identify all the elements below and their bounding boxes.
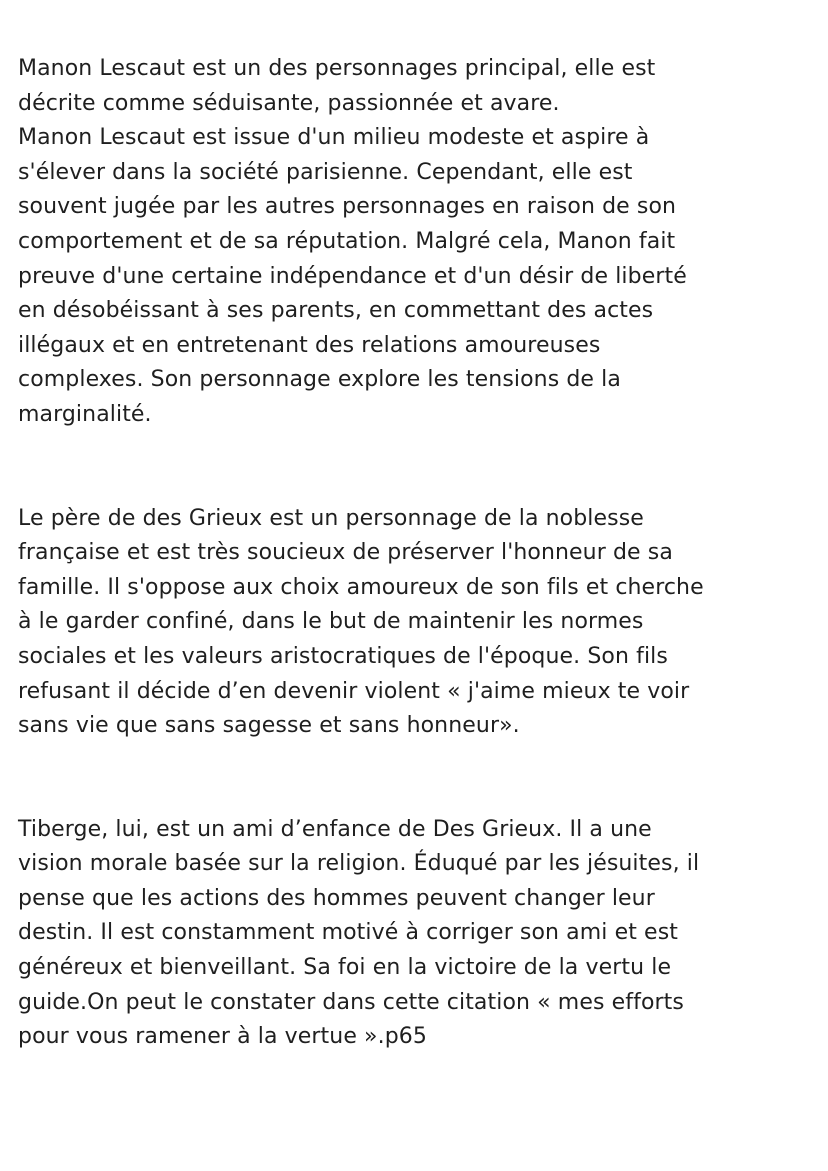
text-line: française et est très soucieux de préserver l'honneur de sa xyxy=(18,540,673,566)
text-line: Manon Lescaut est issue d'un milieu modeste et aspire à xyxy=(18,125,650,151)
paragraph-pere-des-grieux xyxy=(18,502,823,744)
paragraph-spacer xyxy=(18,744,823,813)
text-line: vision morale basée sur la religion. Éduqué par les jésuites, il xyxy=(18,851,700,877)
text-line: en désobéissant à ses parents, en commettant des actes xyxy=(18,298,654,324)
text-line: marginalité. xyxy=(18,401,152,427)
text-line: s'élever dans la société parisienne. Cependant, elle est xyxy=(18,159,633,185)
text-line: Le père de des Grieux est un personnage de la noblesse xyxy=(18,505,644,531)
text-line: à le garder confiné, dans le but de maintenir les normes xyxy=(18,609,644,635)
text-line: sans vie que sans sagesse et sans honneur». xyxy=(18,713,520,739)
paragraph-manon-lescaut xyxy=(18,52,823,433)
text-line: refusant il décide d’en devenir violent « j'aime mieux te voir xyxy=(18,678,690,704)
text-line: Manon Lescaut est un des personnages principal, elle est xyxy=(18,56,656,81)
paragraph-spacer xyxy=(18,433,823,502)
text-line: pour vous ramener à la vertue ».p65 xyxy=(18,1024,427,1050)
text-line: illégaux et en entretenant des relations amoureuses xyxy=(18,332,601,358)
text-line: décrite comme séduisante, passionnée et avare. xyxy=(18,90,560,116)
text-line: famille. Il s'oppose aux choix amoureux de son fils et cherche xyxy=(18,574,704,600)
document-page xyxy=(18,52,823,1055)
text-line: guide.On peut le constater dans cette citation « mes efforts xyxy=(18,989,684,1015)
text-line: complexes. Son personnage explore les tensions de la xyxy=(18,367,621,393)
paragraph-tiberge xyxy=(18,813,823,1055)
text-line: preuve d'une certaine indépendance et d'un désir de liberté xyxy=(18,263,687,289)
text-line: comportement et de sa réputation. Malgré cela, Manon fait xyxy=(18,228,676,254)
text-line: destin. Il est constamment motivé à corriger son ami et est xyxy=(18,920,678,946)
text-line: souvent jugée par les autres personnages en raison de son xyxy=(18,194,677,220)
text-line: sociales et les valeurs aristocratiques de l'époque. Son fils xyxy=(18,643,668,669)
text-line: généreux et bienveillant. Sa foi en la victoire de la vertu le xyxy=(18,955,672,981)
text-line: pense que les actions des hommes peuvent changer leur xyxy=(18,885,655,911)
text-line: Tiberge, lui, est un ami d’enfance de Des Grieux. Il a une xyxy=(18,816,652,842)
